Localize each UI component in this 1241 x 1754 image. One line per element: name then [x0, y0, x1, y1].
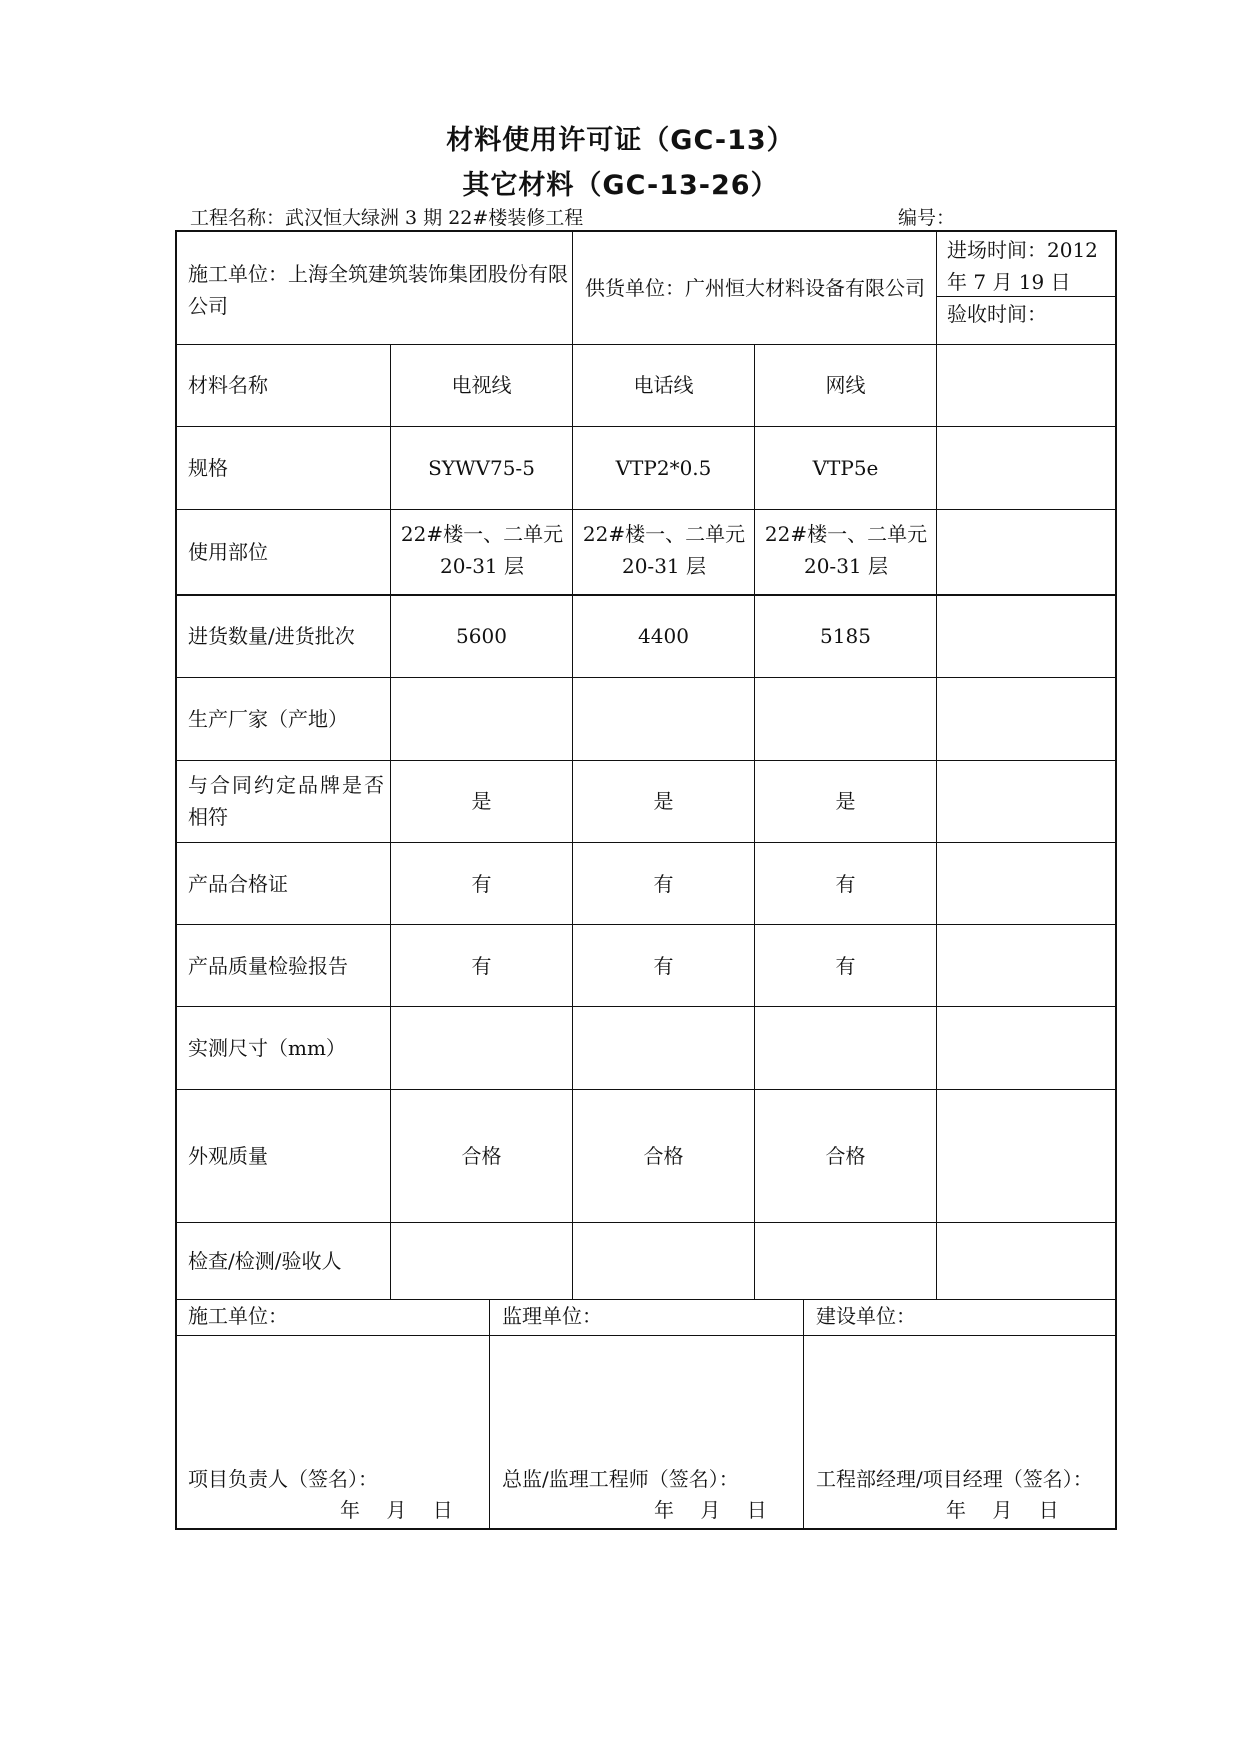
table-cell: 是 — [835, 789, 856, 813]
table-cell: 是 — [653, 789, 674, 813]
table-cell: VTP2*0.5 — [615, 456, 712, 480]
table-cell: 是 — [471, 789, 492, 813]
footer-supervision-sign: 总监/监理工程师（签名）： — [502, 1467, 739, 1491]
table-cell: 22#楼一、二单元 20-31 层 — [400, 522, 564, 578]
rule — [175, 677, 1117, 678]
row-label: 产品合格证 — [188, 872, 288, 896]
rule — [175, 509, 1117, 510]
acceptance-time: 验收时间： — [947, 302, 1047, 326]
rule — [572, 230, 573, 344]
footer-construction-unit: 施工单位： — [188, 1304, 288, 1328]
supplier: 供货单位：广州恒大材料设备有限公司 — [585, 276, 925, 300]
table-cell: 有 — [471, 872, 492, 896]
table-cell: 合格 — [643, 1144, 684, 1168]
rule — [175, 924, 1117, 925]
document-title: 材料使用许可证（GC-13） — [446, 125, 795, 156]
footer-supervision-date: 年 月 日 — [654, 1498, 767, 1522]
rule — [489, 1299, 490, 1530]
rule — [175, 842, 1117, 843]
table-cell: 有 — [835, 954, 856, 978]
footer-construction-sign: 项目负责人（签名）： — [188, 1467, 378, 1491]
rule — [175, 1006, 1117, 1007]
row-label: 使用部位 — [188, 540, 268, 564]
table-cell: 有 — [653, 872, 674, 896]
table-cell: 电视线 — [451, 373, 512, 397]
table-cell: VTP5e — [812, 456, 879, 480]
document-subtitle: 其它材料（GC-13-26） — [462, 170, 779, 201]
row-label: 材料名称 — [188, 373, 268, 397]
table-cell: 22#楼一、二单元 20-31 层 — [764, 522, 928, 578]
project-name: 工程名称：武汉恒大绿洲 3 期 22#楼装修工程 — [190, 207, 584, 229]
table-cell: 合格 — [825, 1144, 866, 1168]
table-cell: 网线 — [825, 373, 866, 397]
document-number-label: 编号： — [898, 207, 956, 229]
table-cell: 有 — [653, 954, 674, 978]
row-label: 产品质量检验报告 — [188, 954, 348, 978]
rule — [175, 1335, 1117, 1336]
rule — [803, 1299, 804, 1530]
table-cell: SYWV75-5 — [428, 456, 535, 480]
rule — [175, 760, 1117, 761]
table-cell: 22#楼一、二单元 20-31 层 — [582, 522, 746, 578]
footer-owner-date: 年 月 日 — [946, 1498, 1059, 1522]
row-label: 与合同约定品牌是否相符 — [188, 773, 384, 829]
row-label: 规格 — [188, 456, 228, 480]
table-cell: 5185 — [820, 624, 871, 648]
table-cell: 有 — [471, 954, 492, 978]
footer-construction-date: 年 月 日 — [340, 1498, 453, 1522]
rule — [936, 230, 937, 1299]
rule — [175, 1089, 1117, 1090]
table-cell: 有 — [835, 872, 856, 896]
rule — [175, 426, 1117, 427]
entry-time: 进场时间：2012 年 7 月 19 日 — [947, 238, 1098, 294]
footer-owner-unit: 建设单位： — [816, 1304, 916, 1328]
table-cell: 合格 — [461, 1144, 502, 1168]
rule — [175, 1222, 1117, 1223]
row-label: 检查/检测/验收人 — [188, 1249, 342, 1273]
rule — [175, 594, 1117, 596]
row-label: 进货数量/进货批次 — [188, 624, 355, 648]
table-cell: 4400 — [638, 624, 689, 648]
footer-supervision-unit: 监理单位： — [502, 1304, 602, 1328]
construction-unit: 施工单位：上海全筑建筑装饰集团股份有限公司 — [188, 262, 568, 318]
table-cell: 5600 — [456, 624, 507, 648]
table-cell: 电话线 — [633, 373, 694, 397]
rule — [175, 344, 1117, 345]
row-label: 生产厂家（产地） — [188, 707, 348, 731]
row-label: 实测尺寸（mm） — [188, 1036, 346, 1060]
row-label: 外观质量 — [188, 1144, 268, 1168]
footer-owner-sign: 工程部经理/项目经理（签名）： — [816, 1467, 1093, 1491]
